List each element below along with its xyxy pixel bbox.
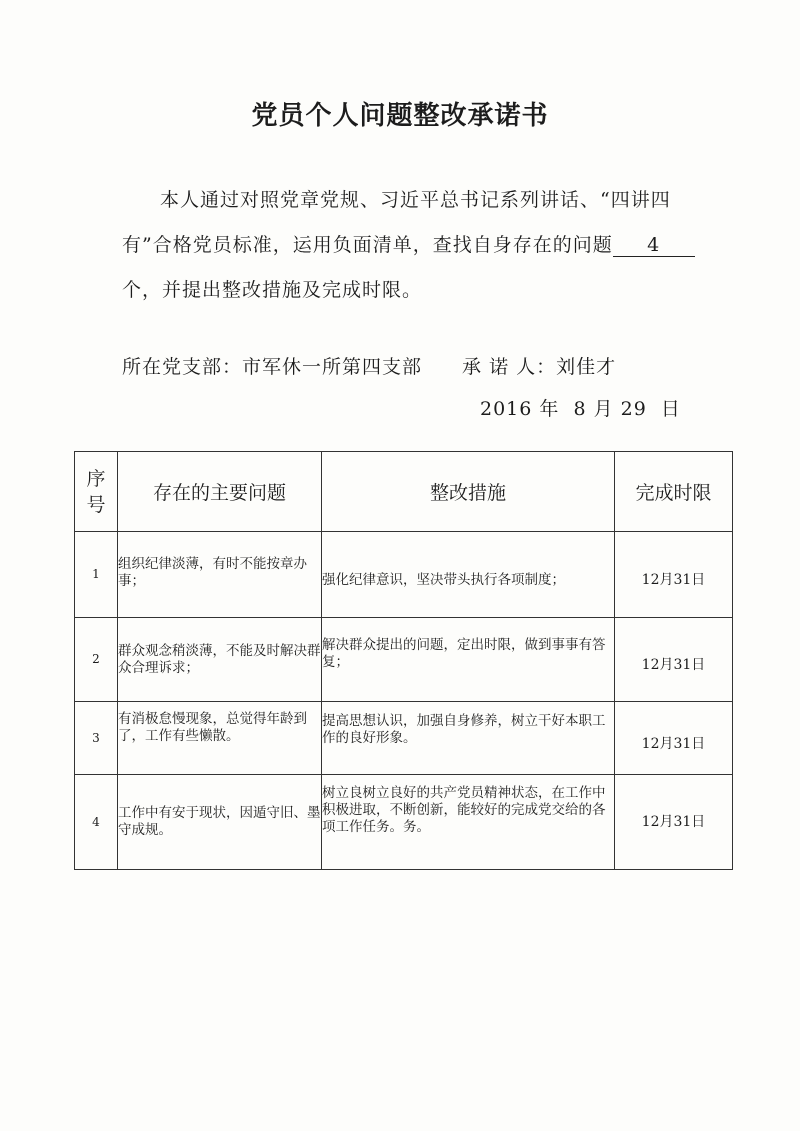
header-deadline: 完成时限 (615, 452, 733, 532)
table-row (75, 702, 733, 775)
branch-line (122, 352, 616, 379)
branch-label: 所在党支部： (122, 356, 243, 378)
problem-count: 4 (613, 234, 695, 257)
intro-text-before: 本人通过对照党章党规、习近平总书记系列讲话、“四讲四有”合格党员标准，运用负面清单，查找自身存在的问题 (122, 189, 671, 256)
row-measure: 树立良树立良好的共产党员精神状态，在工作中积极进取，不断创新，能较好的完成党交给的各项工作任务。务。 (322, 775, 615, 870)
row-index: 2 (75, 618, 118, 702)
intro-paragraph (122, 178, 702, 313)
row-measure: 提高思想认识，加强自身修养，树立干好本职工作的良好形象。 (322, 702, 615, 775)
row-problem: 组织纪律淡薄，有时不能按章办事； (118, 532, 322, 618)
row-deadline: 12月31日 (615, 532, 733, 618)
row-deadline: 12月31日 (615, 702, 733, 775)
branch-value: 市军休一所第四支部 (242, 356, 423, 378)
table-row (75, 532, 733, 618)
row-measure: 强化纪律意识，坚决带头执行各项制度； (322, 532, 615, 618)
promiser-value: 刘佳才 (556, 356, 617, 378)
row-problem: 工作中有安于现状，因遁守旧、墨守成规。 (118, 775, 322, 870)
date: 2016 年 8 月 29 日 (480, 398, 681, 420)
row-deadline: 12月31日 (615, 618, 733, 702)
header-measure: 整改措施 (322, 452, 615, 532)
row-deadline: 12月31日 (615, 775, 733, 870)
row-problem: 群众观念稍淡薄，不能及时解决群众合理诉求； (118, 618, 322, 702)
row-index: 1 (75, 532, 118, 618)
table-row (75, 775, 733, 870)
row-problem: 有消极怠慢现象，总觉得年龄到了，工作有些懒散。 (118, 702, 322, 775)
header-problem: 存在的主要问题 (118, 452, 322, 532)
intro-text-after: 个，并提出整改措施及完成时限。 (122, 279, 423, 301)
table-row (75, 618, 733, 702)
table-header-row (75, 452, 733, 532)
promiser-label: 承 诺 人： (462, 356, 557, 378)
row-measure: 解决群众提出的问题，定出时限，做到事事有答复； (322, 618, 615, 702)
row-index: 3 (75, 702, 118, 775)
rectification-table (74, 451, 733, 870)
row-index: 4 (75, 775, 118, 870)
document-title: 党员个人问题整改承诺书 (251, 101, 549, 131)
header-index: 序号 (75, 452, 118, 532)
